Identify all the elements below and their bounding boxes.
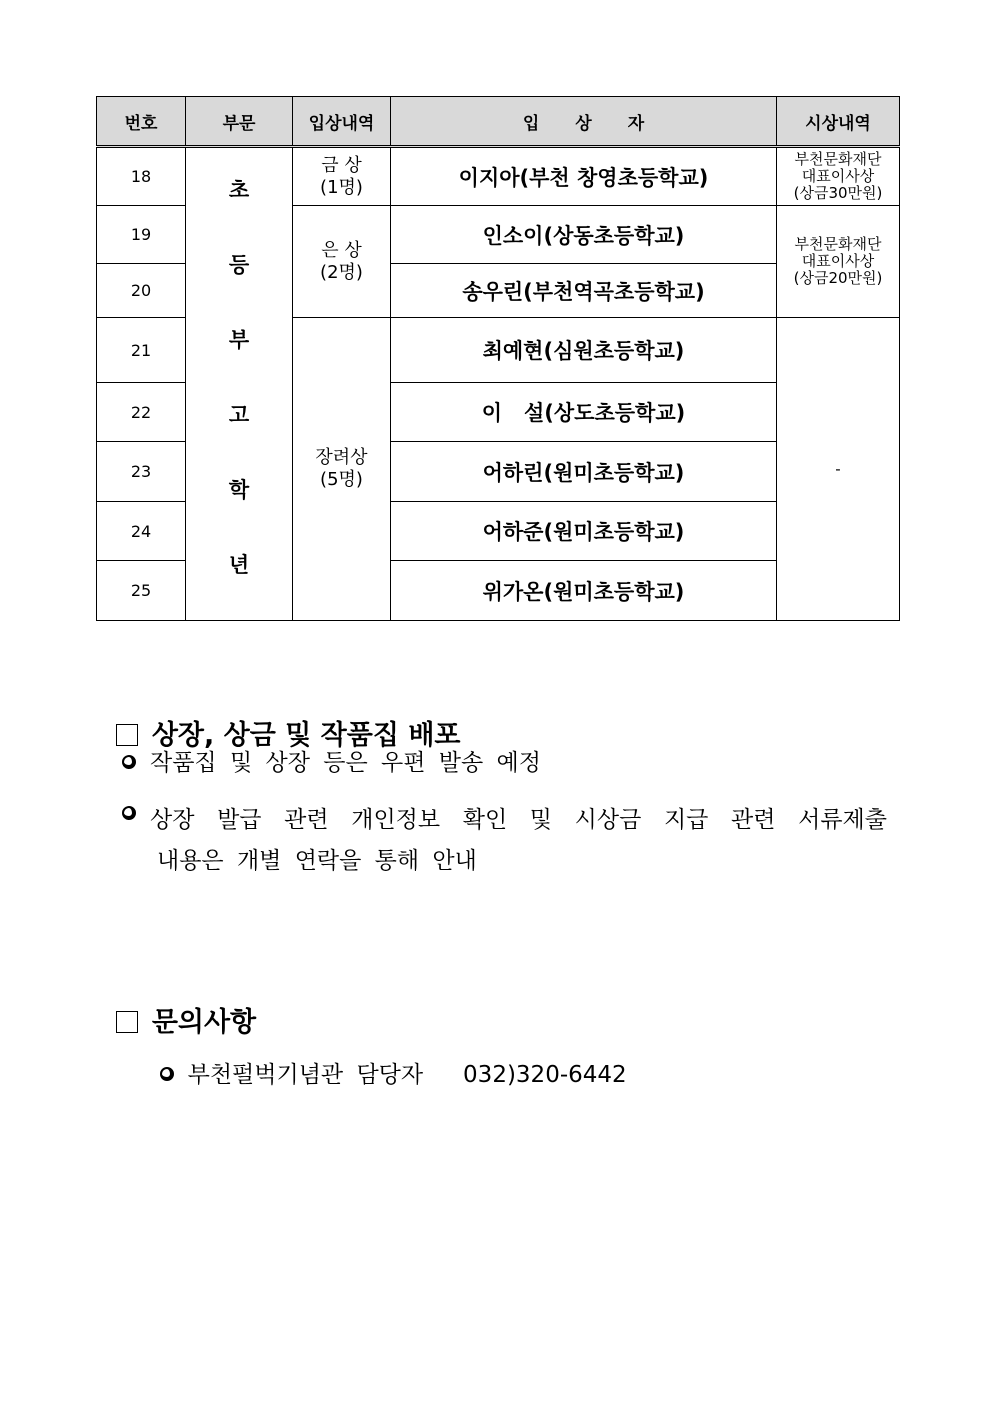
division-char: 년	[228, 553, 250, 577]
section-heading-awards	[97, 682, 461, 752]
award-encouragement	[777, 318, 900, 621]
award-line: (상금30만원)	[793, 184, 883, 202]
award-silver	[777, 206, 900, 318]
division-char: 초	[228, 178, 250, 202]
award-line: 대표이사상	[801, 252, 875, 270]
prize-name: 은 상	[321, 239, 362, 261]
prize-count: (5명)	[320, 469, 363, 490]
division-cell	[186, 147, 293, 621]
row-number: 22	[97, 383, 186, 442]
division-char: 고	[228, 403, 250, 427]
division-char: 학	[228, 478, 250, 502]
winner-name: 위가온(원미초등학교)	[391, 561, 777, 621]
bullet-continuation: 내용은 개별 연락을 통해 안내	[157, 848, 477, 874]
winner-name: 어하준(원미초등학교)	[391, 502, 777, 561]
section-title: 상장, 상금 및 작품집 배포	[151, 720, 461, 751]
header-winner: 입상자	[391, 97, 777, 147]
bullet-text: 부천펄벅기념관 담당자 032)320-6442	[187, 1062, 627, 1088]
header-prize: 입상내역	[293, 97, 391, 147]
section-title: 문의사항	[151, 1007, 257, 1038]
winner-name: 인소이(상동초등학교)	[391, 206, 777, 264]
bullet-text: 작품집 및 상장 등은 우편 발송 예정	[150, 750, 541, 776]
award-line: 부천문화재단	[794, 150, 882, 168]
row-number: 19	[97, 206, 186, 264]
row-number: 23	[97, 442, 186, 502]
award-gold	[777, 147, 900, 206]
header-award: 시상내역	[777, 97, 900, 147]
checkbox-square-icon	[116, 724, 138, 746]
table-row	[97, 147, 900, 206]
bullet-circle-icon	[122, 755, 136, 769]
list-item	[122, 744, 541, 777]
winner-name: 이지아(부천 창영초등학교)	[391, 147, 777, 206]
row-number: 24	[97, 502, 186, 561]
prize-count: (1명)	[320, 176, 363, 198]
winner-name: 송우린(부천역곡초등학교)	[391, 264, 777, 318]
prize-name: 장려상	[315, 447, 368, 468]
bullet-circle-icon	[160, 1067, 174, 1081]
prize-count: (2명)	[320, 261, 363, 283]
table-header-row	[97, 97, 900, 147]
division-char: 부	[228, 328, 250, 352]
award-line: 부천문화재단	[794, 235, 882, 253]
award-line: -	[835, 459, 841, 478]
winner-name: 이 설(상도초등학교)	[391, 383, 777, 442]
winner-name: 어하린(원미초등학교)	[391, 442, 777, 502]
division-char: 등	[228, 253, 250, 277]
header-no: 번호	[97, 97, 186, 147]
row-number: 21	[97, 318, 186, 383]
row-number: 25	[97, 561, 186, 621]
bullet-circle-icon	[122, 806, 136, 820]
prize-silver	[293, 206, 391, 318]
bullet-text: 상장 발급 관련 개인정보 확인 및 시상금 지급 관련 서류제출	[150, 807, 887, 833]
prize-encouragement	[293, 318, 391, 621]
award-line: (상금20만원)	[793, 269, 883, 287]
prize-gold	[293, 147, 391, 206]
awards-table	[96, 96, 900, 621]
row-number: 20	[97, 264, 186, 318]
award-line: 대표이사상	[801, 167, 875, 185]
list-item	[133, 1030, 627, 1089]
list-item	[122, 801, 887, 834]
section-heading-contact	[97, 969, 256, 1039]
header-division: 부문	[186, 97, 293, 147]
row-number: 18	[97, 147, 186, 206]
winner-name: 최예현(심원초등학교)	[391, 318, 777, 383]
prize-name: 금 상	[321, 154, 362, 176]
